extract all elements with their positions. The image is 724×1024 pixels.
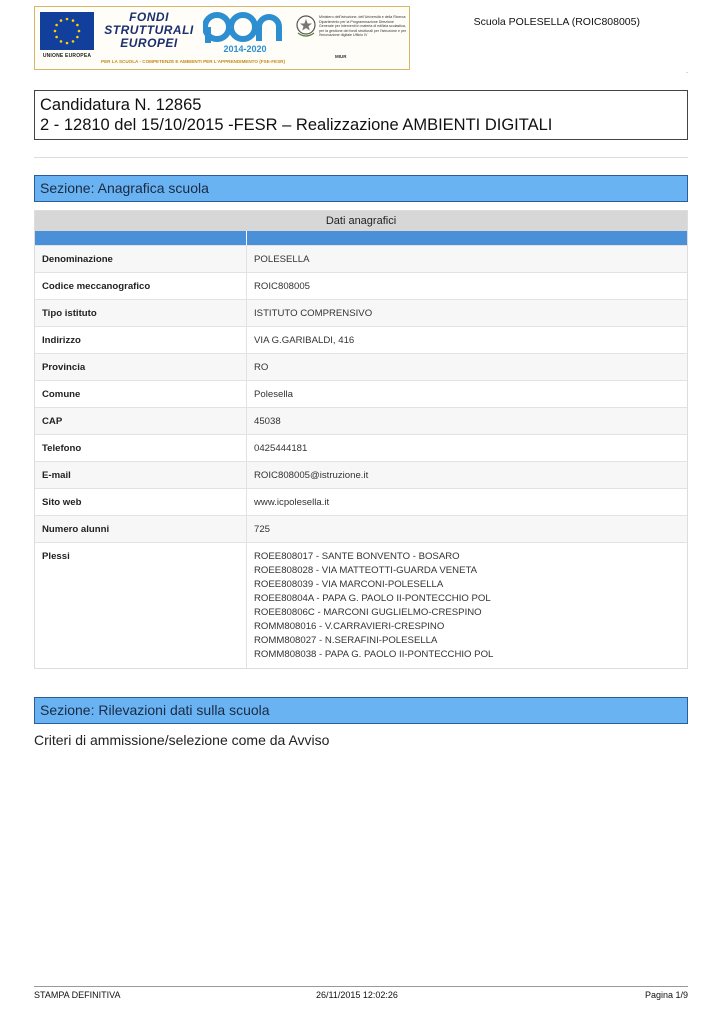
row-label: Comune: [35, 381, 247, 407]
divider: [34, 157, 688, 158]
row-value: POLESELLA: [254, 254, 310, 265]
section-header-rilevazioni: Sezione: Rilevazioni dati sulla scuola: [34, 697, 688, 724]
row-value: VIA G.GARIBALDI, 416: [254, 335, 355, 346]
pon-years: 2014-2020: [223, 44, 267, 54]
table-row: [35, 407, 687, 434]
footer-page-number: Pagina 1/9: [644, 990, 688, 1000]
table-row: [35, 326, 687, 353]
application-number: Candidatura N. 12865: [40, 96, 202, 114]
header-mark: -: [686, 70, 688, 76]
application-subject: 2 - 12810 del 15/10/2015 -FESR – Realizzazione AMBIENTI DIGITALI: [40, 116, 553, 134]
row-label: Provincia: [35, 354, 247, 380]
row-label: Tipo istituto: [35, 300, 247, 326]
ministry-text: Ministero dell'Istruzione, dell'Università e della Ricerca Dipartimento per la Programmazione Direzione Generale per interventi in materia di edilizia scolastica, per la gestione dei fondi strutturali per l'istruzione e per l'innovazione digitale Ufficio IV: [319, 15, 407, 38]
row-label: Denominazione: [35, 246, 247, 272]
row-label: CAP: [35, 408, 247, 434]
footer-timestamp: 26/11/2015 12:02:26: [316, 990, 398, 1000]
header-school-name: Scuola POLESELLA (ROIC808005): [473, 16, 640, 28]
criteria-text: Criteri di ammissione/selezione come da Avviso: [34, 732, 330, 748]
table-header-bar: [35, 231, 687, 245]
dati-anagrafici-table: [34, 210, 688, 669]
table-row: [35, 353, 687, 380]
row-label: Sito web: [35, 489, 247, 515]
row-label: Telefono: [35, 435, 247, 461]
fondi-line: STRUTTURALI: [104, 23, 194, 37]
fondi-line: FONDI: [129, 10, 169, 24]
table-caption: Dati anagrafici: [35, 211, 687, 231]
miur-label: MIUR: [335, 54, 347, 59]
application-title-box: [34, 90, 688, 140]
table-row-plessi: [35, 542, 687, 668]
plesso-item: ROEE808028 - VIA MATTEOTTI-GUARDA VENETA: [254, 565, 478, 576]
plesso-item: ROMM808016 - V.CARRAVIERI-CRESPINO: [254, 621, 445, 632]
row-label: Numero alunni: [35, 516, 247, 542]
table-row: [35, 488, 687, 515]
plessi-list: [247, 543, 687, 668]
table-header-cell: [35, 231, 247, 245]
row-value: ISTITUTO COMPRENSIVO: [254, 308, 373, 319]
row-value: RO: [254, 362, 269, 373]
row-value: ROIC808005: [254, 281, 310, 292]
table-row: [35, 380, 687, 407]
row-value: ROIC808005@istruzione.it: [254, 470, 369, 481]
row-label: Plessi: [35, 543, 247, 668]
footer-status: STAMPA DEFINITIVA: [34, 990, 121, 1000]
row-value: 725: [254, 524, 271, 535]
plesso-item: ROEE808039 - VIA MARCONI-POLESELLA: [254, 579, 444, 590]
fondi-strutturali-wordmark: [101, 11, 197, 50]
italian-republic-emblem-icon: [295, 13, 317, 39]
plesso-item: ROEE808017 - SANTE BONVENTO - BOSARO: [254, 551, 460, 562]
table-row: [35, 434, 687, 461]
row-label: Codice meccanografico: [35, 273, 247, 299]
plesso-item: ROEE80804A - PAPA G. PAOLO II-PONTECCHIO POL: [254, 593, 491, 604]
pon-logo-icon: [203, 11, 283, 43]
plesso-item: ROMM808027 - N.SERAFINI-POLESELLA: [254, 635, 438, 646]
plesso-item: ROEE80806C - MARCONI GUGLIELMO-CRESPINO: [254, 607, 482, 618]
table-row: [35, 245, 687, 272]
pon-banner-logo: [34, 6, 410, 70]
table-row: [35, 461, 687, 488]
footer-divider: [34, 986, 688, 987]
section-header-anagrafica: Sezione: Anagrafica scuola: [34, 175, 688, 202]
row-label: E-mail: [35, 462, 247, 488]
row-value: Polesella: [254, 389, 293, 400]
row-value: 0425444181: [254, 443, 308, 454]
row-value: 45038: [254, 416, 281, 427]
eu-stars-icon: [40, 12, 94, 50]
row-value: www.icpolesella.it: [254, 497, 330, 508]
row-label: Indirizzo: [35, 327, 247, 353]
table-row: [35, 299, 687, 326]
table-row: [35, 272, 687, 299]
eu-label: UNIONE EUROPEA: [42, 53, 92, 59]
table-row: [35, 515, 687, 542]
fondi-line: EUROPEI: [120, 36, 178, 50]
plesso-item: ROMM808038 - PAPA G. PAOLO II-PONTECCHIO POL: [254, 649, 494, 660]
banner-tagline: PER LA SCUOLA - COMPETENZE E AMBIENTI PER L'APPRENDIMENTO (FSE-FESR): [101, 59, 285, 64]
